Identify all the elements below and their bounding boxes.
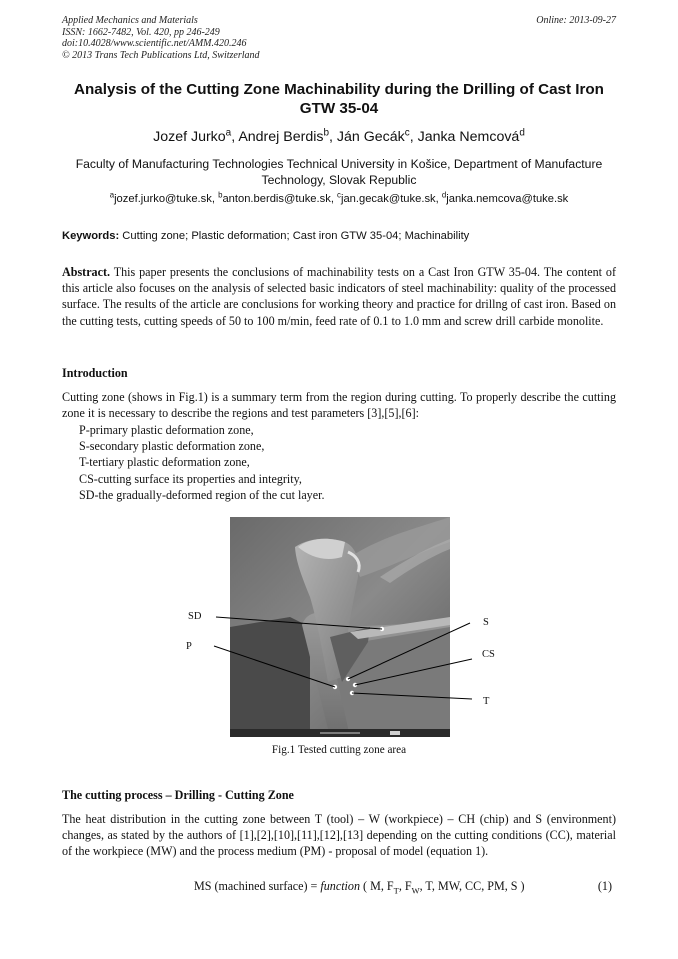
list-item: T-tertiary plastic deformation zone, — [79, 455, 250, 470]
copyright-line: © 2013 Trans Tech Publications Ltd, Switzerland — [62, 49, 260, 61]
author: Janka Nemcová$^d$ — [417, 127, 525, 145]
online-date: Online: 2013-09-27 — [536, 15, 616, 26]
email[interactable]: $^a$jozef.jurko@tuke.sk, — [109, 190, 219, 205]
author: Andrej Berdis$^b$, — [238, 127, 337, 145]
paper-title: Analysis of the Cutting Zone Machinability during the Drilling of Cast Iron GTW 35-04 — [74, 81, 604, 117]
figure-label-p: P — [186, 641, 192, 652]
doi-line: doi:10.4028/www.scientific.net/AMM.420.246 — [62, 38, 247, 49]
keywords-label: Keywords: — [62, 230, 120, 242]
cutting-process-paragraph: The heat distribution in the cutting zone between T (tool) – W (workpiece) – CH (chip) and S (environment) changes, as stated by the authors of [1],[2],[10],[11],[12],[13] depending on the cutting conditions (CC), material of the workpiece (MW) and the process medium (PM) - proposal of model (equation 1). — [62, 812, 616, 859]
section-heading-introduction: Introduction — [62, 366, 128, 380]
figure-label-cs: CS — [482, 649, 495, 660]
abstract-text: This paper presents the conclusions of machinability tests on a Cast Iron GTW 35-04. The content of this article also focuses on the analysis of selected basic indicators of steel machinability: quality of the processed surface. The results of the article are conclusions for working theory and practice for drillng of cast iron. Based on the cutting tests, cutting speeds of 50 to 100 m/min, feed rate of 0.1 to 1.0 mm and screw drill carbide monolite. — [62, 265, 616, 328]
author: Jozef Jurko$^a$, — [153, 127, 239, 145]
equation-number: (1) — [597, 879, 612, 893]
figure-label-t: T — [483, 696, 490, 707]
email[interactable]: $^d$janka.nemcova@tuke.sk — [441, 190, 569, 205]
list-item: S-secondary plastic deformation zone, — [79, 439, 265, 454]
abstract-label: Abstract. — [62, 265, 111, 279]
email[interactable]: $^b$anton.berdis@tuke.sk, — [218, 190, 338, 205]
introduction-paragraph: Cutting zone (shows in Fig.1) is a summary term from the region during cutting. To properly describe the cutting zone it is necessary to describe the regions and test parameters [3],[5],[6]: — [62, 390, 616, 421]
section-heading-cutting-process: The cutting process – Drilling - Cutting Zone — [62, 788, 294, 802]
keywords-text: Cutting zone; Plastic deformation; Cast iron GTW 35-04; Machinability — [119, 230, 470, 242]
figure-label-sd: SD — [188, 611, 202, 622]
issn-line: ISSN: 1662-7482, Vol. 420, pp 246-249 — [62, 26, 220, 38]
figure-label-s: S — [483, 617, 489, 628]
email[interactable]: $^c$jan.gecak@tuke.sk, — [337, 190, 442, 205]
list-item: P-primary plastic deformation zone, — [79, 423, 254, 437]
list-item: SD-the gradually-deformed region of the cut layer. — [79, 487, 325, 502]
list-item: CS-cutting surface its properties and integrity, — [79, 471, 302, 486]
affiliation: Faculty of Manufacturing Technologies Technical University in Košice, Department of Manufacture Technology, Slovak Republic — [75, 157, 603, 187]
equation-body: MS (machined surface) = function ( M, $F_T$, $F_W$, T, MW, CC, PM, S ) — [194, 879, 525, 896]
journal-name: Applied Mechanics and Materials — [62, 15, 198, 26]
author: Ján Gecák$^c$, — [336, 127, 418, 145]
figure-caption: Fig.1 Tested cutting zone area — [271, 744, 407, 756]
